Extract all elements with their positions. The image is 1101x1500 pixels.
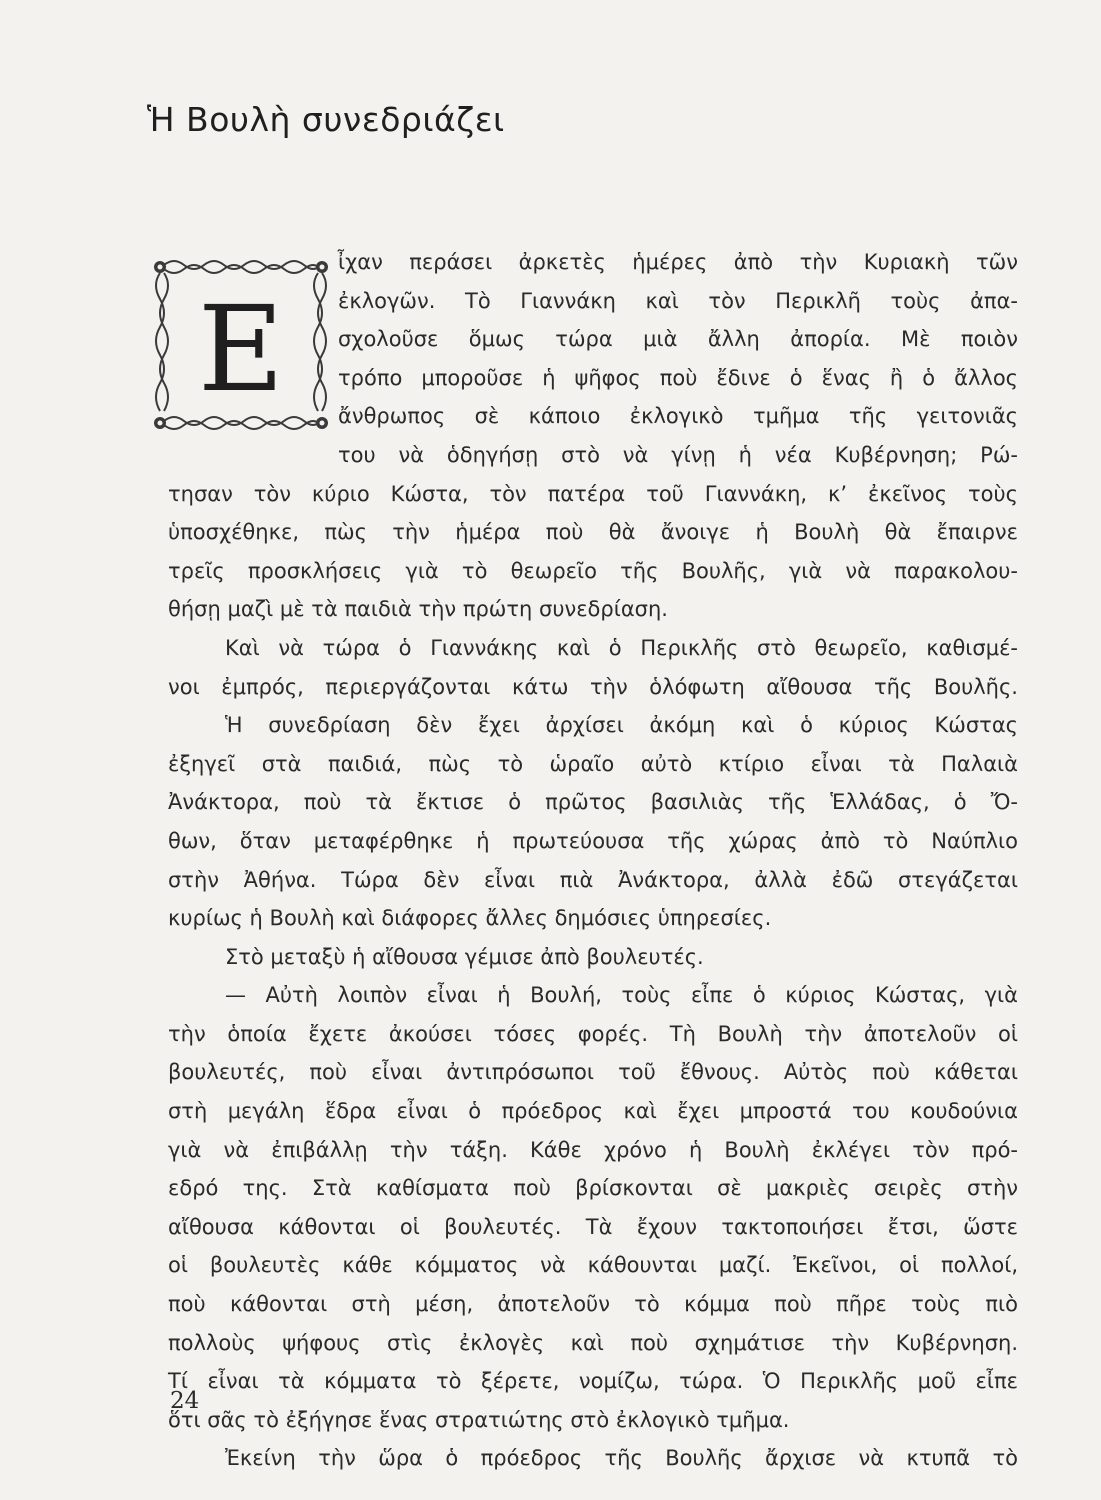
text-line: Τί εἶναι τὰ κόμματα τὸ ξέρετε, νομίζω, τώρα. Ὁ Περικλῆς μοῦ εἶπε [168, 1369, 1018, 1394]
page-number: 24 [170, 1388, 200, 1414]
text-line: οἱ βουλευτὲς κάθε κόμματος νὰ κάθουνται μαζί. Ἐκεῖνοι, οἱ πολλοί, [168, 1253, 1018, 1278]
text-line: αἴθουσα κάθονται οἱ βουλευτές. Τὰ ἔχουν τακτοποιήσει ἔτσι, ὥστε [168, 1214, 1018, 1239]
text-line: Ἐκείνη τὴν ὥρα ὁ πρόεδρος τῆς Βουλῆς ἄρχισε νὰ κτυπᾶ τὸ [225, 1446, 1018, 1471]
text-line: Στὸ μεταξὺ ἡ αἴθουσα γέμισε ἀπὸ βουλευτές. [225, 944, 704, 969]
body-text [168, 243, 1018, 1478]
text-line: ἐξηγεῖ στὰ παιδιά, πὼς τὸ ὡραῖο αὐτὸ κτίριο εἶναι τὰ Παλαιὰ [168, 751, 1018, 776]
text-line: του νὰ ὁδηγήσῃ στὸ νὰ γίνῃ ἡ νέα Κυβέρνηση; Ρώ- [338, 442, 1018, 467]
text-line: στὴν Ἀθήνα. Τώρα δὲν εἶναι πιὰ Ἀνάκτορα, ἀλλὰ ἐδῶ στεγάζεται [168, 867, 1018, 892]
text-line: Ἀνάκτορα, ποὺ τὰ ἔκτισε ὁ πρῶτος βασιλιὰς τῆς Ἑλλάδας, ὁ Ὄ- [168, 790, 1018, 815]
text-line: νοι ἐμπρός, περιεργάζονται κάτω τὴν ὁλόφωτη αἴθουσα τῆς Βουλῆς. [168, 674, 1018, 699]
text-line: Καὶ νὰ τώρα ὁ Γιαννάκης καὶ ὁ Περικλῆς στὸ θεωρεῖο, καθισμέ- [225, 635, 1018, 660]
text-line: ποὺ κάθονται στὴ μέση, ἀποτελοῦν τὸ κόμμα ποὺ πῆρε τοὺς πιὸ [168, 1292, 1018, 1317]
text-line: εδρό της. Στὰ καθίσματα ποὺ βρίσκονται σὲ μακριὲς σειρὲς στὴν [168, 1176, 1018, 1201]
text-line: κυρίως ἡ Βουλὴ καὶ διάφορες ἄλλες δημόσιες ὑπηρεσίες. [168, 906, 772, 931]
text-line: πολλοὺς ψήφους στὶς ἐκλογὲς καὶ ποὺ σχημάτισε τὴν Κυβέρνηση. [168, 1330, 1018, 1355]
text-line: ἄνθρωπος σὲ κάποιο ἐκλογικὸ τμῆμα τῆς γειτονιᾶς [338, 404, 1018, 429]
text-line: στὴ μεγάλη ἕδρα εἶναι ὁ πρόεδρος καὶ ἔχει μπροστά του κουδούνια [168, 1099, 1018, 1124]
text-line: σχολοῦσε ὅμως τώρα μιὰ ἄλλη ἀπορία. Μὲ ποιὸν [338, 327, 1018, 352]
text-line: θήσῃ μαζὶ μὲ τὰ παιδιὰ τὴν πρώτη συνεδρίαση. [168, 597, 668, 622]
text-line: τρεῖς προσκλήσεις γιὰ τὸ θεωρεῖο τῆς Βουλῆς, γιὰ νὰ παρακολου- [168, 558, 1018, 583]
text-line: βουλευτές, ποὺ εἶναι ἀντιπρόσωποι τοῦ ἔθνους. Αὐτὸς ποὺ κάθεται [168, 1060, 1018, 1085]
page-title: Ἡ Βουλὴ συνεδριάζει [147, 100, 505, 139]
text-line: ἐκλογῶν. Τὸ Γιαννάκη καὶ τὸν Περικλῆ τοὺς ἀπα- [338, 288, 1018, 313]
text-line: τὴν ὁποία ἔχετε ἀκούσει τόσες φορές. Τὴ Βουλὴ τὴν ἀποτελοῦν οἱ [168, 1021, 1018, 1046]
text-line: θων, ὅταν μεταφέρθηκε ἡ πρωτεύουσα τῆς χώρας ἀπὸ τὸ Ναύπλιο [168, 828, 1018, 853]
text-line: — Αὐτὴ λοιπὸν εἶναι ἡ Βουλή, τοὺς εἶπε ὁ κύριος Κώστας, γιὰ [225, 983, 1018, 1008]
text-line: ὅτι σᾶς τὸ ἐξήγησε ἕνας στρατιώτης στὸ ἐκλογικὸ τμῆμα. [168, 1407, 790, 1432]
text-line: ὑποσχέθηκε, πὼς τὴν ἡμέρα ποὺ θὰ ἄνοιγε ἡ Βουλὴ θὰ ἔπαιρνε [168, 520, 1018, 545]
text-line: τησαν τὸν κύριο Κώστα, τὸν πατέρα τοῦ Γιαννάκη, κ’ ἐκεῖνος τοὺς [168, 481, 1018, 506]
text-line: ἶχαν περάσει ἀρκετὲς ἡμέρες ἀπὸ τὴν Κυριακὴ τῶν [338, 250, 1018, 274]
text-line: Ἡ συνεδρίαση δὲν ἔχει ἀρχίσει ἀκόμη καὶ ὁ κύριος Κώστας [225, 713, 1018, 738]
text-line: γιὰ νὰ ἐπιβάλλῃ τὴν τάξη. Κάθε χρόνο ἡ Βουλὴ ἐκλέγει τὸν πρό- [168, 1137, 1018, 1162]
drop-cap-letter: Ε [197, 280, 285, 418]
text-line: τρόπο μποροῦσε ἡ ψῆφος ποὺ ἔδινε ὁ ἕνας ἢ ὁ ἄλλος [338, 365, 1018, 390]
